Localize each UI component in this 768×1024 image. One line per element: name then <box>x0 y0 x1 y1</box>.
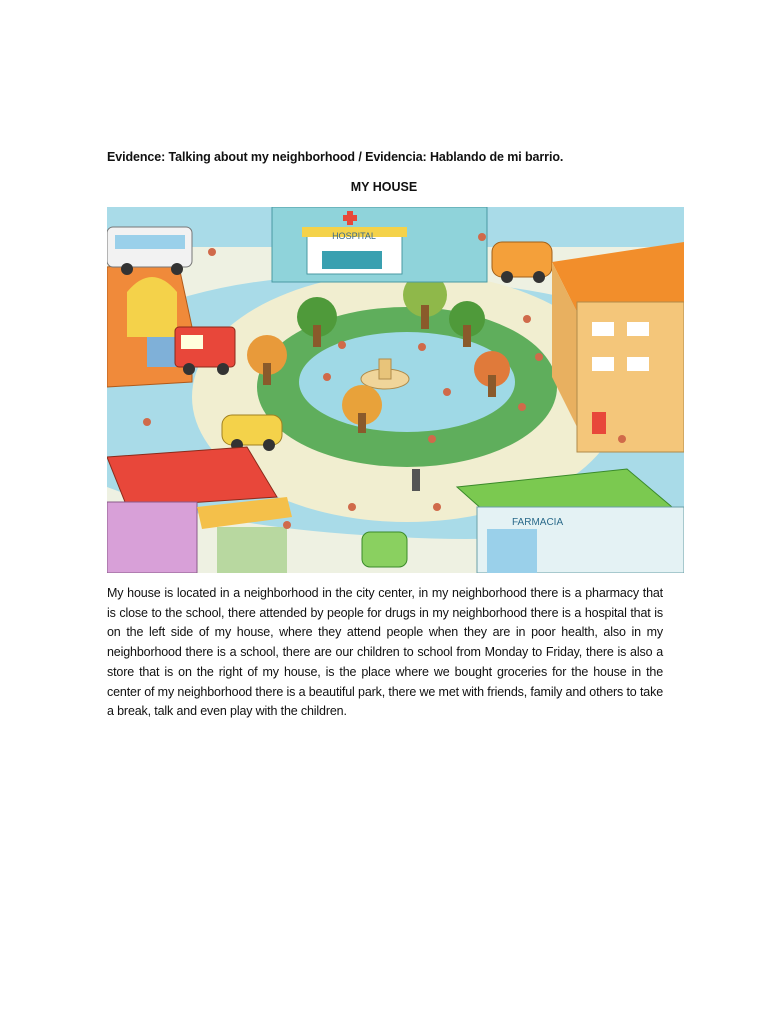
neighborhood-scene <box>107 207 684 573</box>
document-title: MY HOUSE <box>350 180 418 194</box>
green-car <box>362 532 407 567</box>
mailbox <box>592 412 606 434</box>
traffic-light <box>412 469 420 491</box>
hospital-sign: HOSPITAL <box>332 231 376 241</box>
document-paragraph: My house is located in a neighborhood in the city center, in my neighborhood there is a pharmacy that is close to the school, there attended by people for drugs in my neighborhood there is a hospital that is on the left side of my house, where they attend people when they are in poor health, also in my neighborhood there is a school, there are our children to school from Monday to Friday, there is also a store that is on the right of my house, is the place where we bought groceries for the house in the center of my neighborhood there is a beautiful park, there we met with friends, family and others to take a break, talk and even play with the children. <box>107 586 663 719</box>
neighborhood-illustration <box>107 207 684 573</box>
hospital-building <box>272 207 487 282</box>
document-heading: Evidence: Talking about my neighborhood / Evidencia: Hablando de mi barrio. <box>107 150 564 164</box>
orange-car <box>492 242 552 283</box>
pharmacy-sign: FARMACIA <box>512 517 564 528</box>
